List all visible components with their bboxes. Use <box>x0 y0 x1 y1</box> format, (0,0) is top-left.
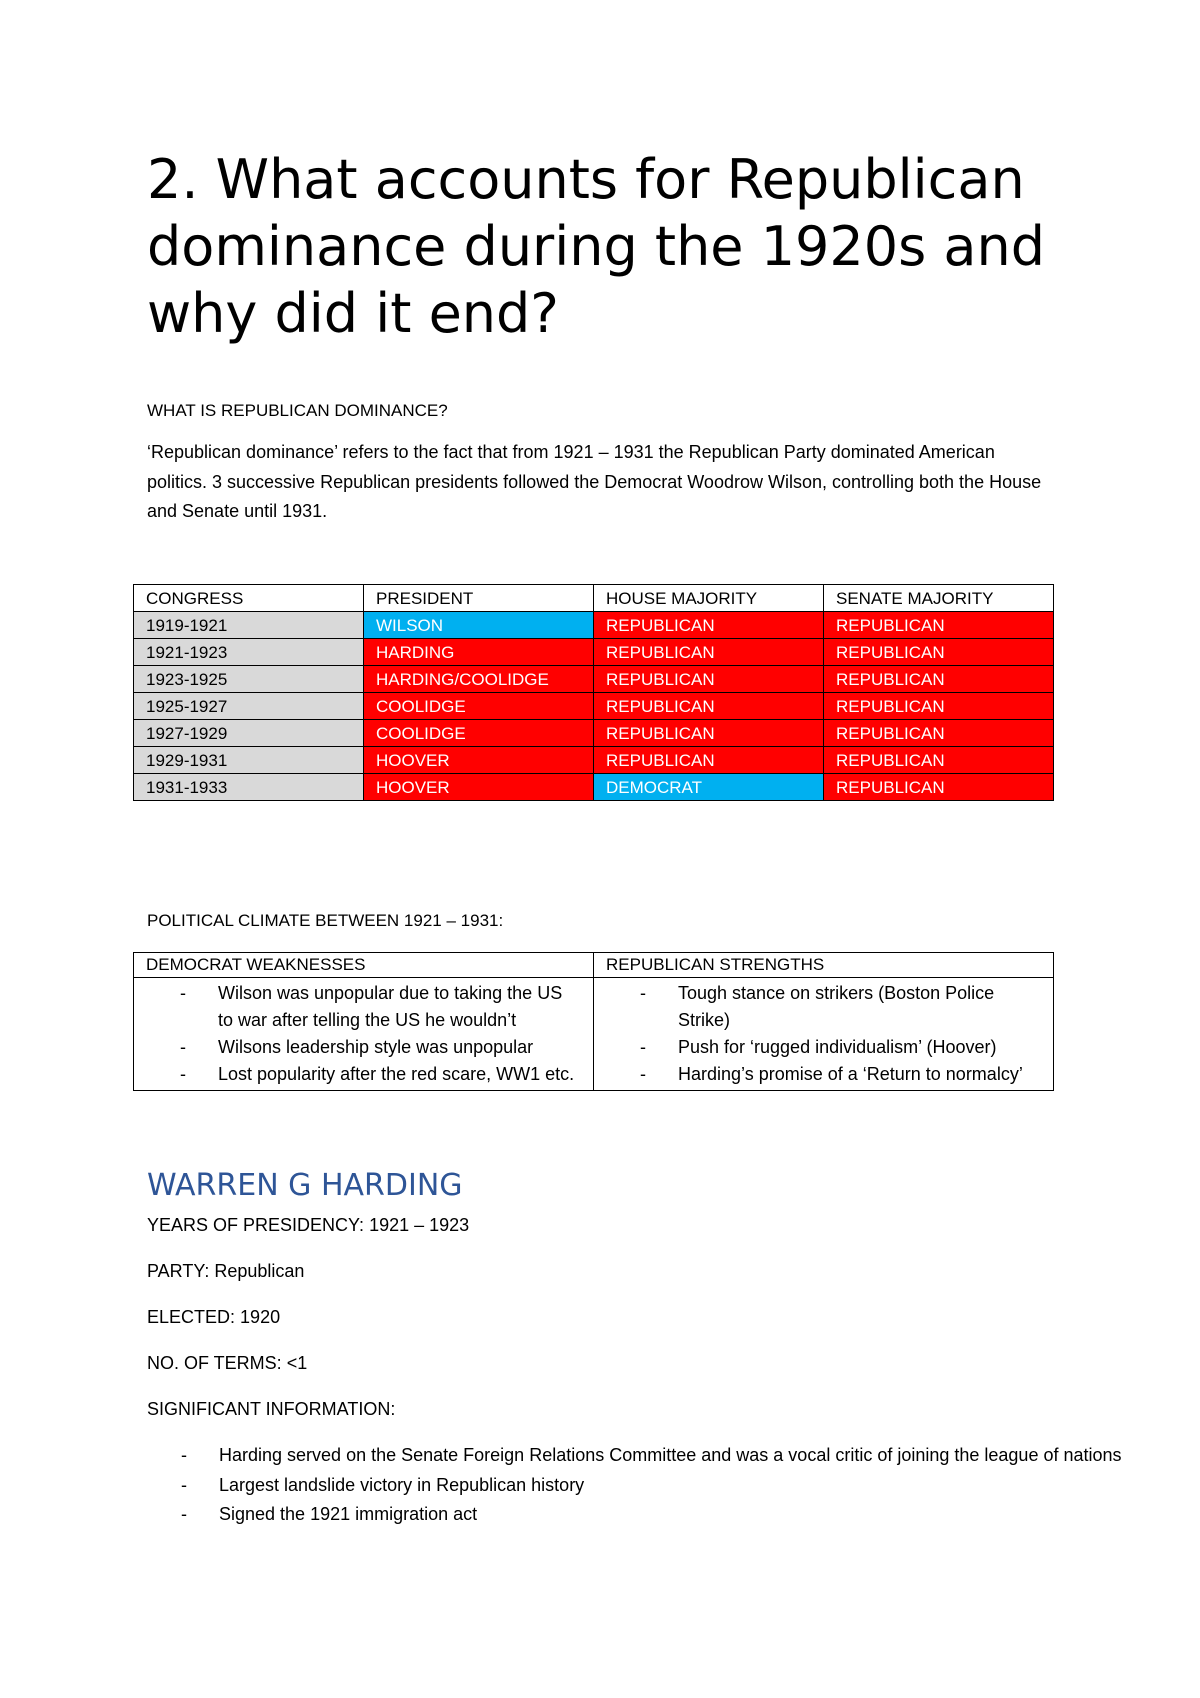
republican-strengths-list <box>606 980 1041 1088</box>
president-cell: HARDING/COOLIDGE <box>364 666 594 693</box>
congress-cell: 1927-1929 <box>134 720 364 747</box>
house-cell: REPUBLICAN <box>594 747 824 774</box>
list-item: - Harding served on the Senate Foreign Relations Committee and was a vocal critic of joining the league of nations <box>219 1441 1139 1471</box>
democrat-weaknesses-list <box>146 980 581 1088</box>
elected-value: 1920 <box>240 1307 281 1327</box>
republican-strengths-cell <box>594 978 1054 1091</box>
party-value: Republican <box>214 1261 305 1281</box>
list-item: - Largest landslide victory in Republican history <box>219 1471 1139 1501</box>
congress-table <box>133 584 1054 801</box>
president-cell: COOLIDGE <box>364 693 594 720</box>
terms-line <box>147 1351 307 1375</box>
list-item: - Wilsons leadership style was unpopular <box>218 1034 581 1061</box>
president-cell: WILSON <box>364 612 594 639</box>
table-row <box>134 612 1054 639</box>
section-heading-climate: POLITICAL CLIMATE BETWEEN 1921 – 1931: <box>147 911 504 930</box>
party-line <box>147 1259 304 1283</box>
table-row <box>134 774 1054 801</box>
table-row <box>134 666 1054 693</box>
page-title: 2. What accounts for Republican dominance during the 1920s and why did it end? <box>147 148 1046 345</box>
house-cell: REPUBLICAN <box>594 693 824 720</box>
congress-cell: 1921-1923 <box>134 639 364 666</box>
years-label: YEARS OF PRESIDENCY: <box>147 1215 365 1235</box>
list-item: - Lost popularity after the red scare, WW1 etc. <box>218 1061 581 1088</box>
president-cell: COOLIDGE <box>364 720 594 747</box>
house-cell: REPUBLICAN <box>594 720 824 747</box>
significant-info-label: SIGNIFICANT INFORMATION: <box>147 1399 396 1419</box>
column-header-republican-strengths: REPUBLICAN STRENGTHS <box>594 953 1054 978</box>
congress-cell: 1919-1921 <box>134 612 364 639</box>
president-cell: HOOVER <box>364 747 594 774</box>
table-row <box>134 747 1054 774</box>
party-label: PARTY: <box>147 1261 210 1281</box>
congress-cell: 1929-1931 <box>134 747 364 774</box>
democrat-weaknesses-cell <box>134 978 594 1091</box>
senate-cell: REPUBLICAN <box>824 720 1054 747</box>
climate-table <box>133 952 1054 1091</box>
terms-label: NO. OF TERMS: <box>147 1353 282 1373</box>
section-heading-dominance: WHAT IS REPUBLICAN DOMINANCE? <box>147 401 448 420</box>
years-of-presidency <box>147 1213 469 1237</box>
house-cell: REPUBLICAN <box>594 612 824 639</box>
significant-info-list <box>147 1441 1139 1530</box>
senate-cell: REPUBLICAN <box>824 693 1054 720</box>
table-row <box>134 693 1054 720</box>
congress-cell: 1925-1927 <box>134 693 364 720</box>
terms-value: <1 <box>286 1353 308 1373</box>
column-header-congress: CONGRESS <box>134 585 364 612</box>
senate-cell: REPUBLICAN <box>824 666 1054 693</box>
table-header-row <box>134 585 1054 612</box>
column-header-senate-majority: SENATE MAJORITY <box>824 585 1054 612</box>
senate-cell: REPUBLICAN <box>824 774 1054 801</box>
congress-cell: 1923-1925 <box>134 666 364 693</box>
house-cell: REPUBLICAN <box>594 666 824 693</box>
senate-cell: REPUBLICAN <box>824 639 1054 666</box>
list-item: - Harding’s promise of a ‘Return to normalcy’ <box>678 1061 1041 1088</box>
list-item: - Wilson was unpopular due to taking the US to war after telling the US he wouldn’t <box>218 980 581 1034</box>
list-item: - Push for ‘rugged individualism’ (Hoover) <box>678 1034 1041 1061</box>
congress-cell: 1931-1933 <box>134 774 364 801</box>
table-row <box>134 639 1054 666</box>
column-header-president: PRESIDENT <box>364 585 594 612</box>
table-row <box>134 978 1054 1091</box>
list-item: - Signed the 1921 immigration act <box>219 1500 1139 1530</box>
president-cell: HARDING <box>364 639 594 666</box>
president-cell: HOOVER <box>364 774 594 801</box>
dominance-paragraph: ‘Republican dominance’ refers to the fact that from 1921 – 1931 the Republican Party dominated American politics. 3 successive Republican presidents followed the Democrat Woodrow Wilson, controlling both the House and Senate until 1931. <box>147 442 1042 521</box>
list-item: - Tough stance on strikers (Boston Police Strike) <box>678 980 1041 1034</box>
senate-cell: REPUBLICAN <box>824 747 1054 774</box>
house-cell: DEMOCRAT <box>594 774 824 801</box>
table-row <box>134 720 1054 747</box>
elected-label: ELECTED: <box>147 1307 236 1327</box>
senate-cell: REPUBLICAN <box>824 612 1054 639</box>
years-value: 1921 – 1923 <box>369 1215 470 1235</box>
elected-line <box>147 1305 280 1329</box>
harding-heading: WARREN G HARDING <box>147 1168 463 1203</box>
column-header-house-majority: HOUSE MAJORITY <box>594 585 824 612</box>
table-header-row <box>134 953 1054 978</box>
house-cell: REPUBLICAN <box>594 639 824 666</box>
column-header-democrat-weaknesses: DEMOCRAT WEAKNESSES <box>134 953 594 978</box>
